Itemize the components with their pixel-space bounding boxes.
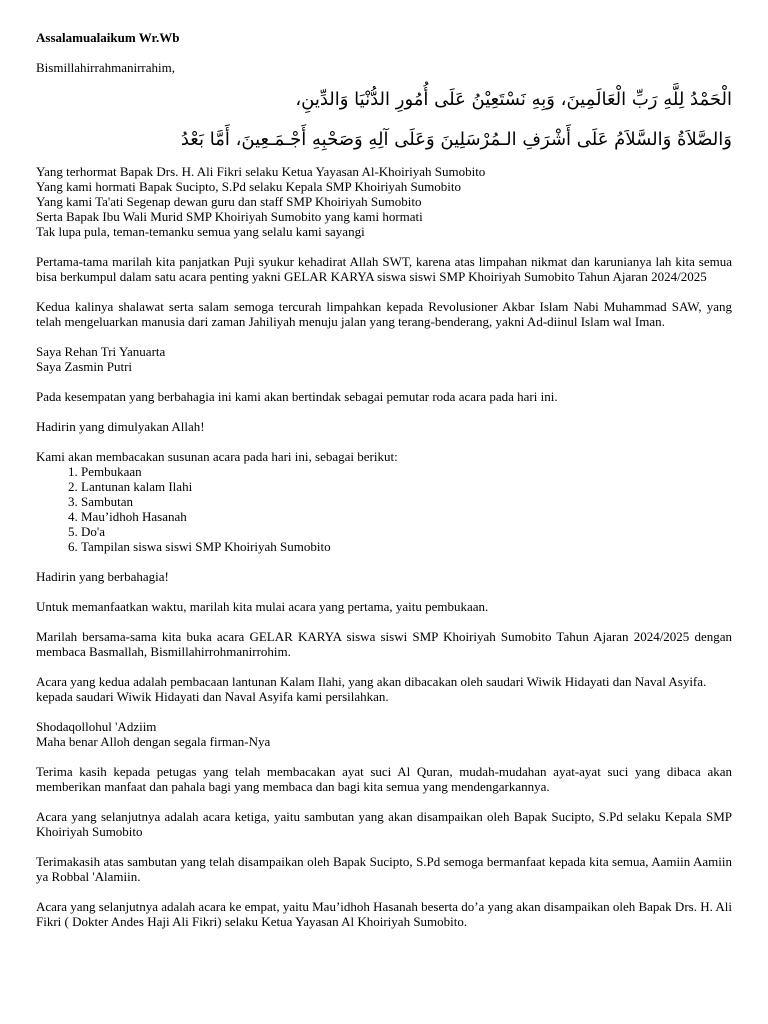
arabic-prayer	[36, 80, 732, 160]
agenda-item: 1. Pembukaan	[81, 464, 732, 479]
agenda-item: 6. Tampilan siswa siswi SMP Khoiriyah Sumobito	[81, 539, 732, 554]
audience-address: Hadirin yang berbahagia!	[36, 569, 169, 584]
paragraph-sermon: Acara yang selanjutnya adalah acara ke empat, yaitu Mau’idhoh Hasanah beserta do’a yang akan disampaikan oleh Bapak Drs. H. Ali Fikri ( Dokter Andes Haji Ali Fikri) selaku Ketua Yayasan Al Khoiriyah Sumobito.	[36, 899, 732, 929]
agenda-item: 2. Lantunan kalam Ilahi	[81, 479, 732, 494]
paragraph-speech: Acara yang selanjutnya adalah acara ketiga, yaitu sambutan yang akan disampaikan oleh Bapak Sucipto, S.Pd selaku Kepala SMP Khoiriyah Sumobito	[36, 809, 732, 839]
mc-line: Saya Zasmin Putri	[36, 359, 133, 374]
mc-line: Saya Rehan Tri Yanuarta	[36, 344, 166, 359]
paragraph-thanks-reciters: Terima kasih kepada petugas yang telah membacakan ayat suci Al Quran, mudah-mudahan ayat-ayat suci yang dibaca akan memberikan manfaat dan pahala bagi yang membaca dan bagi kita semua yang mendengarkannya.	[36, 764, 732, 794]
arabic-line-1: الْحَمْدُ لِلَّهِ رَبِّ الْعَالَمِينَ، وَبِهِ نَسْتَعِيْنُ عَلَى أُمُورِ الدُّنْيَا وَالدِّينِ،	[295, 89, 732, 110]
respected-line: Yang kami Ta'ati Segenap dewan guru dan staff SMP Khoiriyah Sumobito	[36, 194, 422, 209]
respected-guests	[36, 164, 732, 239]
opening-line: Bismillahirrahmanirrahim,	[36, 60, 175, 75]
agenda-item: 3. Sambutan	[81, 494, 732, 509]
paragraph-recital: Acara yang kedua adalah pembacaan lantunan Kalam Ilahi, yang akan dibacakan oleh saudari Wiwik Hidayati dan Naval Asyifa.	[36, 674, 707, 689]
closing-recital	[36, 719, 732, 749]
audience-address: Hadirin yang dimulyakan Allah!	[36, 419, 205, 434]
paragraph-gratitude: Pertama-tama marilah kita panjatkan Puji syukur kehadirat Allah SWT, karena atas limpahan nikmat dan karunianya lah kita semua bisa berkumpul dalam satu acara penting yakni GELAR KARYA siswa siswi SMP Khoiriyah Sumobito Tahun Ajaran 2024/2025	[36, 254, 732, 284]
paragraph-thanks-speech: Terimakasih atas sambutan yang telah disampaikan oleh Bapak Sucipto, S.Pd semoga bermanfaat kepada kita semua, Aamiin Aamiin ya Robbal 'Alamiin.	[36, 854, 732, 884]
quran-recital-section	[36, 674, 732, 704]
paragraph-invitation: kepada saudari Wiwik Hidayati dan Naval Asyifa kami persilahkan.	[36, 689, 389, 704]
greeting: Assalamualaikum Wr.Wb	[36, 30, 180, 45]
agenda-item: 5. Do'a	[81, 524, 732, 539]
respected-line: Serta Bapak Ibu Wali Murid SMP Khoiriyah Sumobito yang kami hormati	[36, 209, 423, 224]
arabic-line-2: وَالصَّلاَةُ وَالسَّلاَمُ عَلَى أَشْرَفِ الـمُرْسَلِينَ وَعَلَى آلِهِ وَصَحْبِهِ أَجْـمَـعِينَ، أَمَّا بَعْدُ	[180, 129, 732, 150]
respected-line: Yang kami hormati Bapak Sucipto, S.Pd selaku Kepala SMP Khoiriyah Sumobito	[36, 179, 462, 194]
agenda-intro: Kami akan membacakan susunan acara pada hari ini, sebagai berikut:	[36, 449, 398, 464]
closing-recital-meaning: Maha benar Alloh dengan segala firman-Nya	[36, 734, 271, 749]
closing-recital-arabic: Shodaqollohul 'Adziim	[36, 719, 157, 734]
mc-introduction	[36, 344, 732, 374]
respected-line: Tak lupa pula, teman-temanku semua yang selalu kami sayangi	[36, 224, 365, 239]
respected-line: Yang terhormat Bapak Drs. H. Ali Fikri selaku Ketua Yayasan Al-Khoiriyah Sumobito	[36, 164, 486, 179]
paragraph-opening: Untuk memanfaatkan waktu, marilah kita mulai acara yang pertama, yaitu pembukaan.	[36, 599, 489, 614]
paragraph-role: Pada kesempatan yang berbahagia ini kami akan bertindak sebagai pemutar roda acara pada hari ini.	[36, 389, 558, 404]
agenda-list	[36, 464, 732, 554]
paragraph-basmallah: Marilah bersama-sama kita buka acara GELAR KARYA siswa siswi SMP Khoiriyah Sumobito Tahun Ajaran 2024/2025 dengan membaca Basmallah, Bismillahirrohmanirrohim.	[36, 629, 732, 659]
agenda-item: 4. Mau’idhoh Hasanah	[81, 509, 732, 524]
paragraph-shalawat: Kedua kalinya shalawat serta salam semoga tercurah limpahkan kepada Revolusioner Akbar Islam Nabi Muhammad SAW, yang telah mengeluarkan manusia dari zaman Jahiliyah menuju jalan yang terang-benderang, yakni Ad-diinul Islam wal Iman.	[36, 299, 732, 329]
